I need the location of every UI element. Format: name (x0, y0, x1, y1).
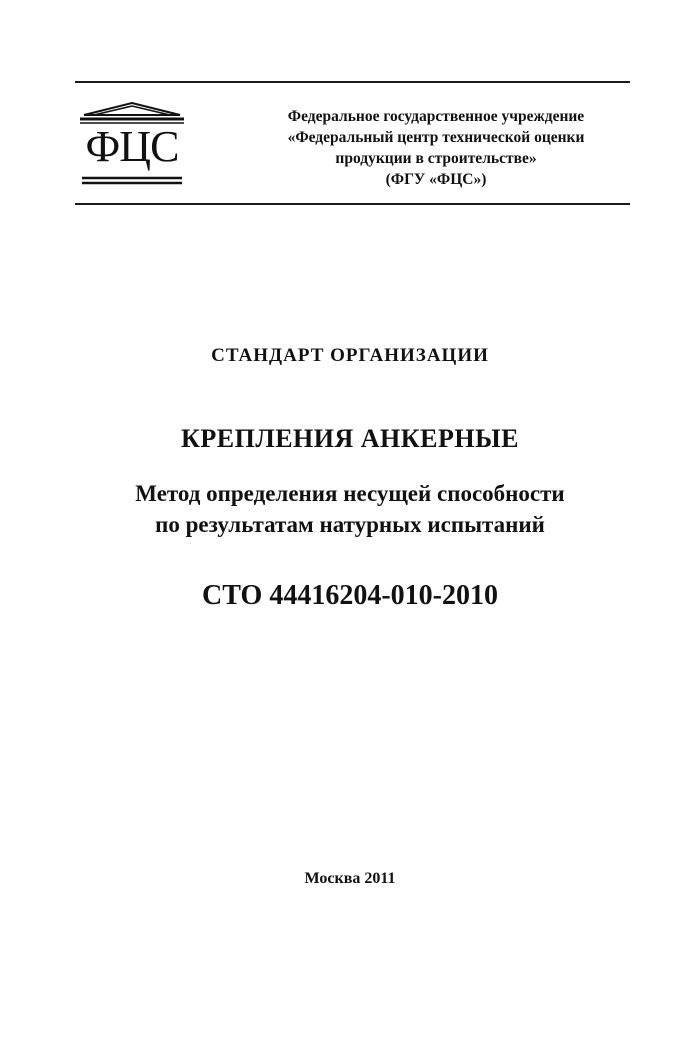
top-rule (75, 81, 630, 83)
document-title: КРЕПЛЕНИЯ АНКЕРНЫЕ (181, 424, 519, 453)
organization-logo (78, 102, 186, 188)
place-year: Москва 2011 (304, 870, 396, 887)
document-code: СТО 44416204-010-2010 (202, 580, 498, 611)
bottom-rule (75, 203, 630, 205)
building-roof-logo-icon (78, 102, 186, 124)
organization-line: продукции в строительстве» (335, 150, 537, 167)
standard-label: СТАНДАРТ ОРГАНИЗАЦИИ (211, 345, 489, 366)
organization-line: «Федеральный центр технической оценки (287, 129, 585, 146)
organization-line: Федеральное государственное учреждение (287, 108, 585, 125)
document-subtitle (0, 478, 700, 540)
organization-name (236, 106, 636, 190)
subtitle-line: по результатам натурных испытаний (155, 512, 545, 537)
logo-base-lines (82, 176, 182, 186)
logo-text: ФЦС (85, 122, 179, 171)
subtitle-line: Метод определения несущей способности (135, 481, 565, 506)
organization-line: (ФГУ «ФЦС») (385, 171, 487, 188)
